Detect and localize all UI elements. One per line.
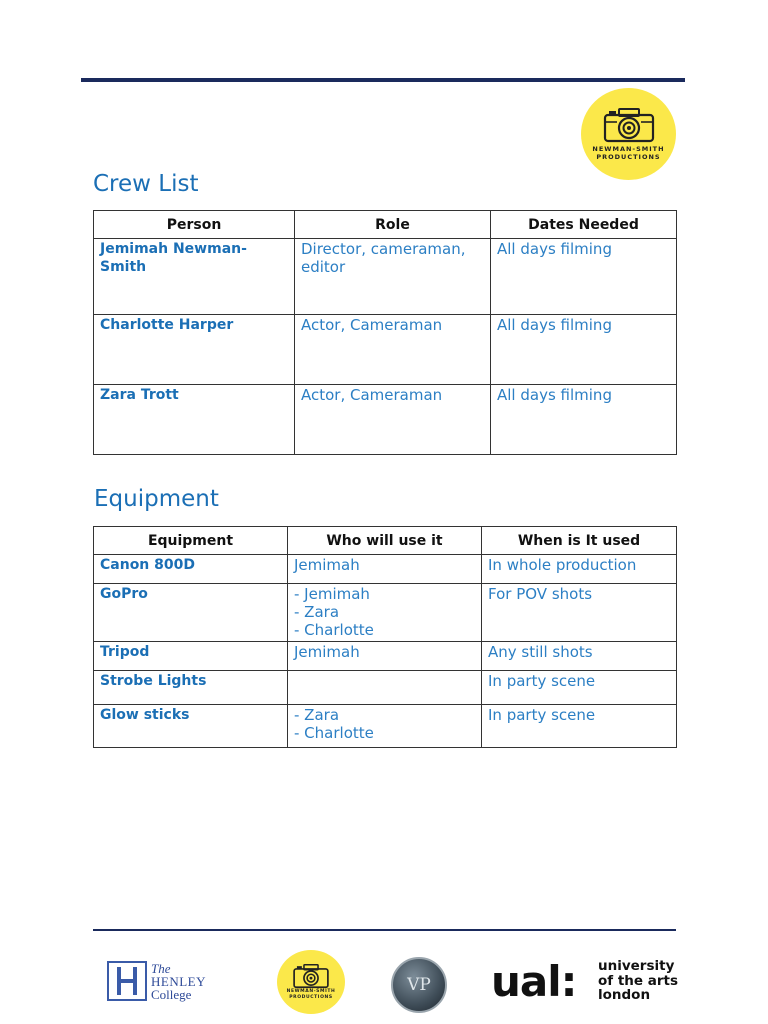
equip-item: GoPro [94,584,288,642]
camera-icon [602,107,656,143]
equip-when: Any still shots [482,642,677,671]
newman-smith-logo [581,88,676,180]
equip-header-when: When is It used [482,527,677,555]
table-row [94,584,677,642]
table-row [94,671,677,705]
equipment-table [93,526,677,748]
table-row [94,642,677,671]
crew-person: Jemimah Newman-Smith [94,239,295,315]
crew-dates: All days filming [491,315,677,385]
crew-header-role: Role [295,211,491,239]
equip-who: Jemimah [288,555,482,584]
crew-header-person: Person [94,211,295,239]
henley-crest-icon [107,961,147,1001]
equip-who: - Jemimah - Zara - Charlotte [288,584,482,642]
crew-dates: All days filming [491,239,677,315]
equip-when: In whole production [482,555,677,584]
equip-who [288,671,482,705]
table-row [94,385,677,455]
ual-logo-mark: ual: [491,957,577,1006]
crew-role: Director, cameraman, editor [295,239,491,315]
table-row [94,315,677,385]
crew-dates: All days filming [491,385,677,455]
table-row [94,239,677,315]
equip-item: Glow sticks [94,705,288,748]
equip-who: - Zara - Charlotte [288,705,482,748]
henley-college-logo: The HENLEY College [107,958,207,1004]
table-row [94,555,677,584]
logo-text: NEWMAN-SMITH PRODUCTIONS [592,144,665,161]
camera-icon [292,963,330,989]
equip-header-equipment: Equipment [94,527,288,555]
equip-who: Jemimah [288,642,482,671]
equip-header-who: Who will use it [288,527,482,555]
ual-logo-words: university of the arts london [598,958,679,1003]
equipment-header-row [94,527,677,555]
top-divider [81,78,685,82]
crew-list-title: Crew List [93,171,199,197]
crew-role: Actor, Cameraman [295,315,491,385]
crew-header-dates: Dates Needed [491,211,677,239]
vp-badge-logo: VP [391,957,447,1013]
crew-table [93,210,677,455]
crew-role: Actor, Cameraman [295,385,491,455]
equip-item: Strobe Lights [94,671,288,705]
equip-when: In party scene [482,671,677,705]
crew-person: Zara Trott [94,385,295,455]
crew-person: Charlotte Harper [94,315,295,385]
newman-smith-logo-footer: NEWMAN-SMITH PRODUCTIONS [277,950,345,1014]
equip-item: Tripod [94,642,288,671]
table-row [94,705,677,748]
equip-when: In party scene [482,705,677,748]
equipment-title: Equipment [94,486,219,512]
equip-item: Canon 800D [94,555,288,584]
bottom-divider [93,929,676,931]
equip-when: For POV shots [482,584,677,642]
crew-header-row [94,211,677,239]
